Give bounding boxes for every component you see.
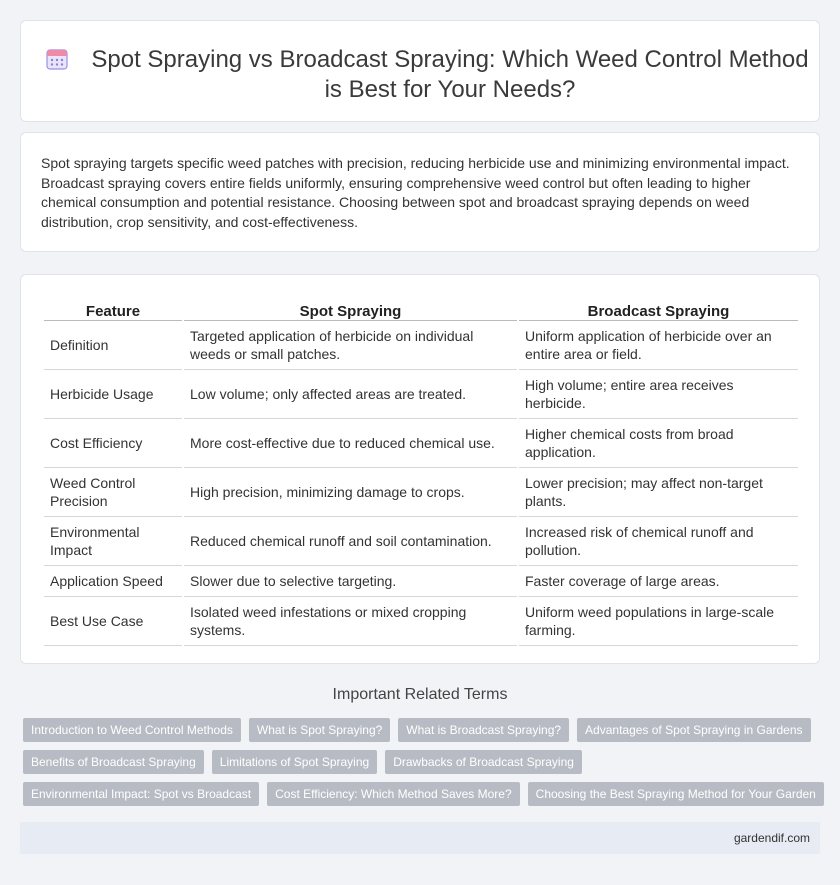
feature-cell: Application Speed <box>44 566 182 597</box>
table-row <box>44 370 798 419</box>
title-card <box>20 20 820 122</box>
feature-cell: Weed Control Precision <box>44 468 182 517</box>
feature-cell: Best Use Case <box>44 597 182 646</box>
related-term-tag[interactable]: Benefits of Broadcast Spraying <box>23 750 204 774</box>
related-term-tag[interactable]: What is Spot Spraying? <box>249 718 390 742</box>
feature-cell: Cost Efficiency <box>44 419 182 468</box>
intro-paragraph: Spot spraying targets specific weed patches with precision, reducing herbicide use and minimizing environmental impact. Broadcast spraying covers entire fields uniformly, ensuring comprehensive weed control but often leading to higher chemical consumption and potential resistance. Choosing between spot and broadcast spraying depends on weed distribution, crop sensitivity, and cost-effectiveness. <box>41 155 790 230</box>
related-terms-heading: Important Related Terms <box>332 686 508 703</box>
calendar-icon <box>45 47 69 71</box>
spot-cell: Isolated weed infestations or mixed cropping systems. <box>184 597 517 646</box>
tag-row <box>23 782 823 814</box>
related-term-tag[interactable]: Introduction to Weed Control Methods <box>23 718 241 742</box>
table-row <box>44 517 798 566</box>
table-row <box>44 468 798 517</box>
feature-cell: Definition <box>44 321 182 370</box>
related-term-tag[interactable]: Drawbacks of Broadcast Spraying <box>385 750 582 774</box>
footer <box>20 822 820 854</box>
tag-row <box>23 750 823 782</box>
comparison-card <box>20 274 820 664</box>
table-row <box>44 597 798 646</box>
related-term-tag[interactable]: Limitations of Spot Spraying <box>212 750 377 774</box>
table-row <box>44 419 798 468</box>
related-term-tag[interactable]: Environmental Impact: Spot vs Broadcast <box>23 782 259 806</box>
spot-cell: Reduced chemical runoff and soil contamination. <box>184 517 517 566</box>
broadcast-cell: High volume; entire area receives herbicide. <box>519 370 798 419</box>
spot-cell: More cost-effective due to reduced chemical use. <box>184 419 517 468</box>
column-header-broadcast-spraying: Broadcast Spraying <box>519 295 798 321</box>
broadcast-cell: Lower precision; may affect non-target plants. <box>519 468 798 517</box>
broadcast-cell: Increased risk of chemical runoff and pollution. <box>519 517 798 566</box>
table-row <box>44 566 798 597</box>
column-header-spot-spraying: Spot Spraying <box>184 295 517 321</box>
spot-cell: Slower due to selective targeting. <box>184 566 517 597</box>
column-header-feature: Feature <box>44 295 182 321</box>
broadcast-cell: Uniform application of herbicide over an entire area or field. <box>519 321 798 370</box>
tag-row <box>23 718 823 750</box>
page-title: Spot Spraying vs Broadcast Spraying: Which Weed Control Method is Best for Your Needs? <box>91 46 809 103</box>
spot-cell: High precision, minimizing damage to crops. <box>184 468 517 517</box>
related-term-tag[interactable]: Cost Efficiency: Which Method Saves More? <box>267 782 520 806</box>
spot-cell: Targeted application of herbicide on individual weeds or small patches. <box>184 321 517 370</box>
related-term-tag[interactable]: What is Broadcast Spraying? <box>398 718 569 742</box>
table-header-row <box>44 295 798 321</box>
broadcast-cell: Faster coverage of large areas. <box>519 566 798 597</box>
related-term-tag[interactable]: Choosing the Best Spraying Method for Your Garden <box>528 782 824 806</box>
broadcast-cell: Higher chemical costs from broad application. <box>519 419 798 468</box>
spot-cell: Low volume; only affected areas are treated. <box>184 370 517 419</box>
broadcast-cell: Uniform weed populations in large-scale farming. <box>519 597 798 646</box>
feature-cell: Herbicide Usage <box>44 370 182 419</box>
feature-cell: Environmental Impact <box>44 517 182 566</box>
intro-card <box>20 132 820 252</box>
table-row <box>44 321 798 370</box>
comparison-table <box>42 295 800 646</box>
related-terms-list <box>23 718 823 814</box>
related-term-tag[interactable]: Advantages of Spot Spraying in Gardens <box>577 718 810 742</box>
site-name[interactable]: gardendif.com <box>733 831 810 845</box>
